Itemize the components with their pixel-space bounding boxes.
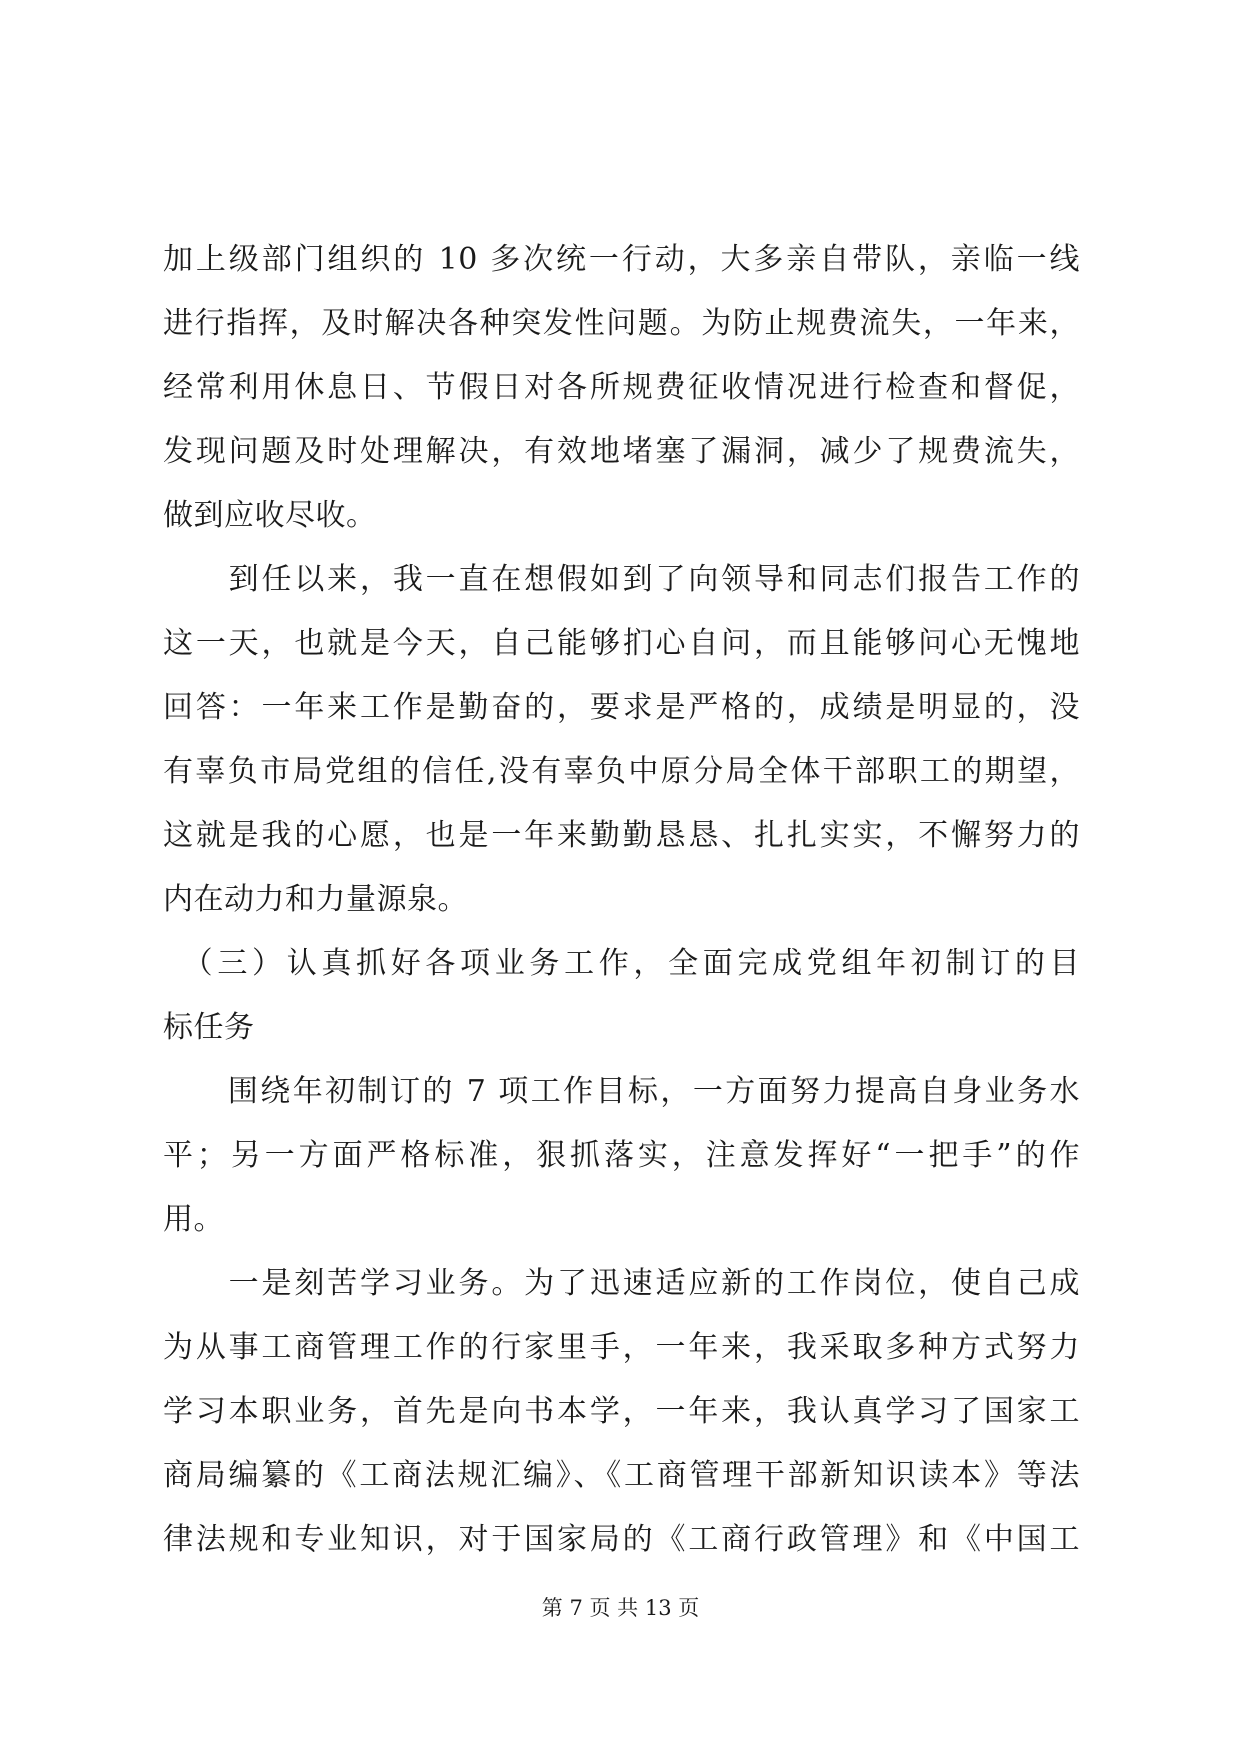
- text-line: 这一天，也就是今天，自己能够扪心自问，而且能够问心无愧地: [163, 626, 1080, 661]
- text-line: 做到应收尽收。: [163, 498, 377, 533]
- text-line: 一是刻苦学习业务。为了迅速适应新的工作岗位，使自己成: [163, 1266, 1080, 1301]
- heading-line: 标任务: [163, 1010, 255, 1045]
- paragraph-1: [163, 228, 1080, 548]
- text-line: 平；另一方面严格标准，狠抓落实，注意发挥好“一把手”的作: [163, 1138, 1080, 1173]
- page-number-footer: 第 7 页 共 13 页: [541, 1596, 700, 1620]
- text-line: 经常利用休息日、节假日对各所规费征收情况进行检查和督促，: [163, 370, 1080, 405]
- section-heading-3: [163, 932, 1080, 1060]
- paragraph-4: [163, 1060, 1080, 1252]
- text-line: 这就是我的心愿，也是一年来勤勤恳恳、扎扎实实，不懈努力的: [163, 818, 1080, 853]
- heading-line: （三）认真抓好各项业务工作，全面完成党组年初制订的目: [163, 946, 1080, 981]
- text-line: 为从事工商管理工作的行家里手，一年来，我采取多种方式努力: [163, 1330, 1080, 1365]
- text-line: 内在动力和力量源泉。: [163, 882, 468, 917]
- text-line: 学习本职业务，首先是向书本学，一年来，我认真学习了国家工: [163, 1394, 1080, 1429]
- text-line: 商局编纂的《工商法规汇编》、《工商管理干部新知识读本》等法: [163, 1458, 1080, 1493]
- text-line: 到任以来，我一直在想假如到了向领导和同志们报告工作的: [163, 562, 1080, 597]
- text-line: 用。: [163, 1202, 224, 1237]
- text-line: 有辜负市局党组的信任,没有辜负中原分局全体干部职工的期望，: [163, 754, 1080, 789]
- text-line: 回答：一年来工作是勤奋的，要求是严格的，成绩是明显的，没: [163, 690, 1080, 725]
- paragraph-5: [163, 1252, 1080, 1572]
- text-line: 围绕年初制订的 7 项工作目标，一方面努力提高自身业务水: [163, 1074, 1080, 1109]
- text-line: 律法规和专业知识，对于国家局的《工商行政管理》和《中国工: [163, 1522, 1080, 1557]
- text-line: 进行指挥，及时解决各种突发性问题。为防止规费流失，一年来，: [163, 306, 1080, 341]
- paragraph-2: [163, 548, 1080, 932]
- text-line: 加上级部门组织的 10 多次统一行动，大多亲自带队，亲临一线: [163, 242, 1080, 277]
- text-line: 发现问题及时处理解决，有效地堵塞了漏洞，减少了规费流失，: [163, 434, 1080, 469]
- body-text: [163, 228, 1080, 1572]
